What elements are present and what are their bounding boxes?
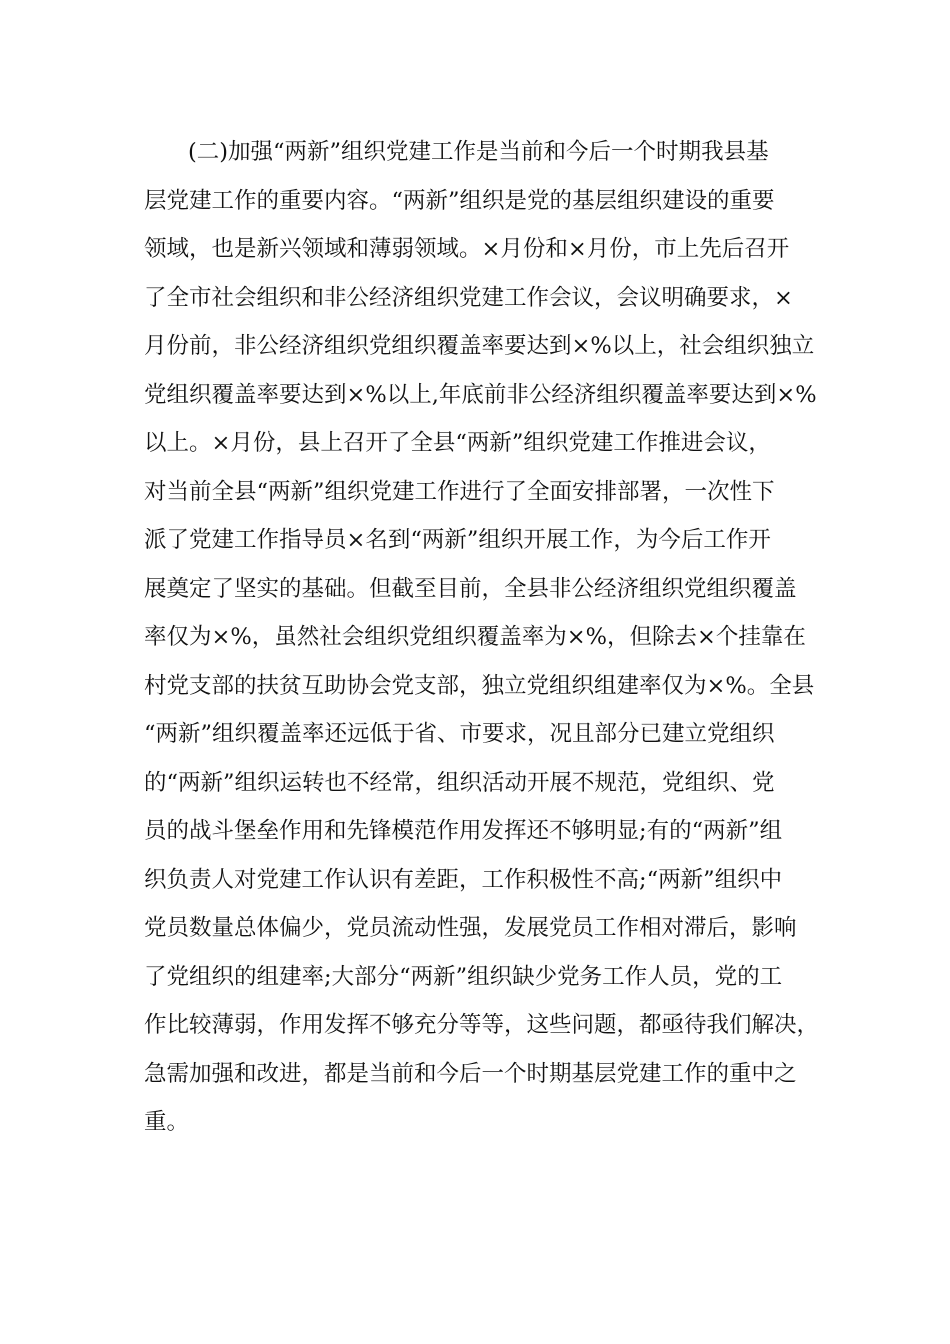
paragraph-line: 党组织覆盖率要达到×%以上,年底前非公经济组织覆盖率要达到×% (144, 381, 817, 408)
paragraph-line: 领域，也是新兴领域和薄弱领域。×月份和×月份，市上先后召开 (144, 236, 790, 262)
paragraph-line: 村党支部的扶贫互助协会党支部，独立党组织组建率仅为×%。全县 (144, 672, 815, 699)
paragraph-line: 派了党建工作指导员×名到“两新”组织开展工作，为今后工作开 (144, 527, 771, 553)
paragraph-line: 织负责人对党建工作认识有差距，工作积极性不高;“两新”组织中 (144, 866, 783, 893)
paragraph-line: 急需加强和改进，都是当前和今后一个时期基层党建工作的重中之 (144, 1060, 797, 1087)
paragraph-line: 展奠定了坚实的基础。但截至目前，全县非公经济组织党组织覆盖 (144, 575, 797, 602)
paragraph-line: 了党组织的组建率;大部分“两新”组织缺少党务工作人员，党的工 (144, 963, 783, 990)
paragraph-line: 对当前全县“两新”组织党建工作进行了全面安排部署，一次性下 (144, 478, 775, 505)
paragraph-line: 率仅为×%，虽然社会组织党组织覆盖率为×%，但除去×个挂靠在 (144, 624, 806, 650)
paragraph-line: 员的战斗堡垒作用和先锋模范作用发挥还不够明显;有的“两新”组 (144, 818, 783, 844)
paragraph-line: 的“两新”组织运转也不经常，组织活动开展不规范，党组织、党 (144, 769, 775, 796)
paragraph-line: “两新”组织覆盖率还远低于省、市要求，况且部分已建立党组织 (144, 721, 775, 747)
paragraph-line: 层党建工作的重要内容。“两新”组织是党的基层组织建设的重要 (144, 187, 775, 214)
paragraph-line: 以上。×月份，县上召开了全县“两新”组织党建工作推进会议， (144, 430, 771, 456)
paragraph-line: 了全市社会组织和非公经济组织党建工作会议，会议明确要求，× (144, 284, 793, 311)
paragraph-line: 作比较薄弱，作用发挥不够充分等等，这些问题，都亟待我们解决， (144, 1012, 820, 1038)
paragraph-line: 党员数量总体偏少，党员流动性强，发展党员工作相对滞后，影响 (144, 915, 797, 941)
paragraph-line: (二)加强“两新”组织党建工作是当前和今后一个时期我县基 (188, 139, 769, 165)
paragraph-line: 月份前，非公经济组织党组织覆盖率要达到×%以上，社会组织独立 (144, 333, 815, 359)
body-paragraph (144, 128, 824, 1147)
paragraph-line: 重。 (144, 1109, 190, 1135)
